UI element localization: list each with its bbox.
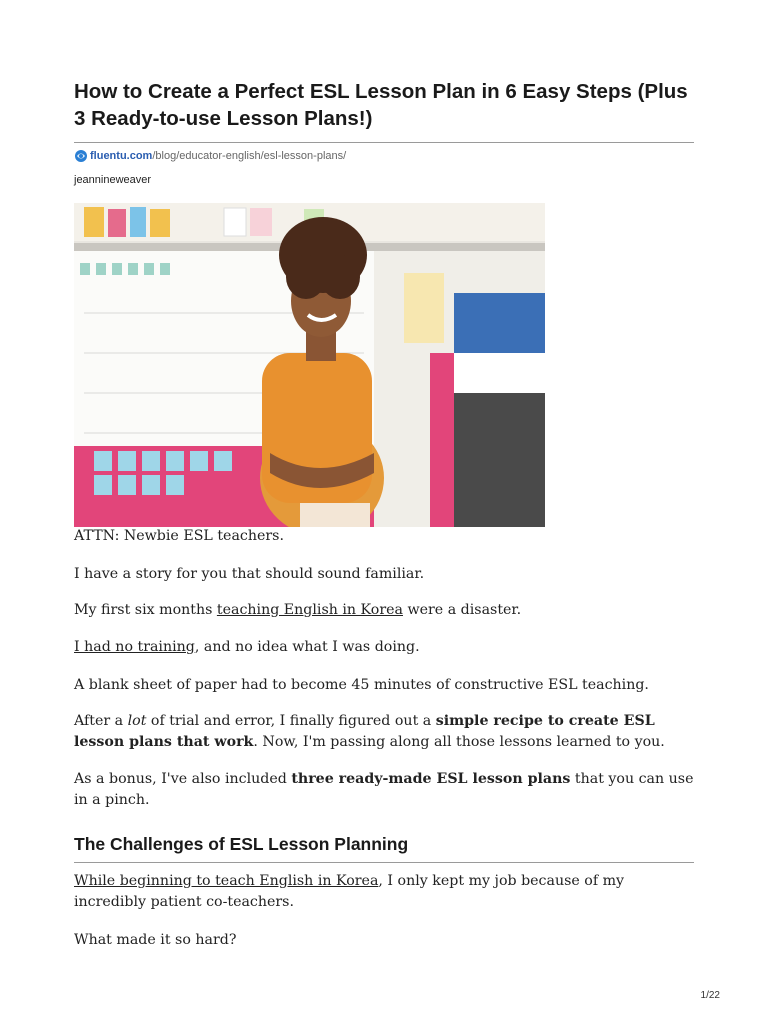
text-span: , I only kept my job because of my incredibly patient co-teachers. [74,873,625,910]
teacher-photo [74,203,545,527]
paragraph-so-hard: What made it so hard? [74,932,237,948]
text-span: My first six months [74,602,217,618]
paragraph-story: I have a story for you that should sound familiar. [74,566,425,582]
bold-text: three ready-made ESL lesson plans [291,771,571,787]
paragraph-blank-sheet: A blank sheet of paper had to become 45 minutes of constructive ESL teaching. [74,677,649,693]
text-span: that you can use in a pinch. [74,771,694,808]
text-span: , and no idea what I was doing. [194,639,420,655]
title-divider [74,142,694,143]
link-no-training[interactable]: I had no training [74,639,195,655]
bold-text: simple recipe to create ESL lesson plans that work [74,713,655,750]
emphasis-text: lot [127,713,147,729]
fluentu-logo-icon [74,149,88,163]
paragraph-first-months [74,600,694,621]
link-beginning-teach-korea[interactable]: While beginning to teach English in Korea [74,873,379,889]
source-path: /blog/educator-english/esl-lesson-plans/ [152,150,347,162]
text-span: were a disaster. [402,602,522,618]
text-span: . Now, I'm passing along all those lessons learned to you. [253,734,665,750]
paragraph-no-training [74,637,694,658]
paragraph-trial-error [74,711,694,753]
paragraph-co-teachers [74,871,694,913]
author-name: jeannineweaver [74,174,152,186]
heading-divider [74,862,694,863]
text-span: of trial and error, I finally figured out a [146,713,436,729]
section-heading: The Challenges of ESL Lesson Planning [74,834,409,854]
paragraph-bonus [74,769,694,811]
paragraph-attn: ATTN: Newbie ESL teachers. [74,528,284,544]
source-link[interactable] [90,148,346,164]
page-title: How to Create a Perfect ESL Lesson Plan in 6 Easy Steps (Plus 3 Ready-to-use Lesson Plans!) [74,80,688,130]
source-line [74,148,346,164]
text-span: As a bonus, I've also included [74,771,292,787]
link-teaching-english-korea[interactable]: teaching English in Korea [216,602,403,618]
page-number: 1/22 [700,990,720,1001]
text-span: After a [74,713,128,729]
source-domain: fluentu.com [90,150,153,162]
